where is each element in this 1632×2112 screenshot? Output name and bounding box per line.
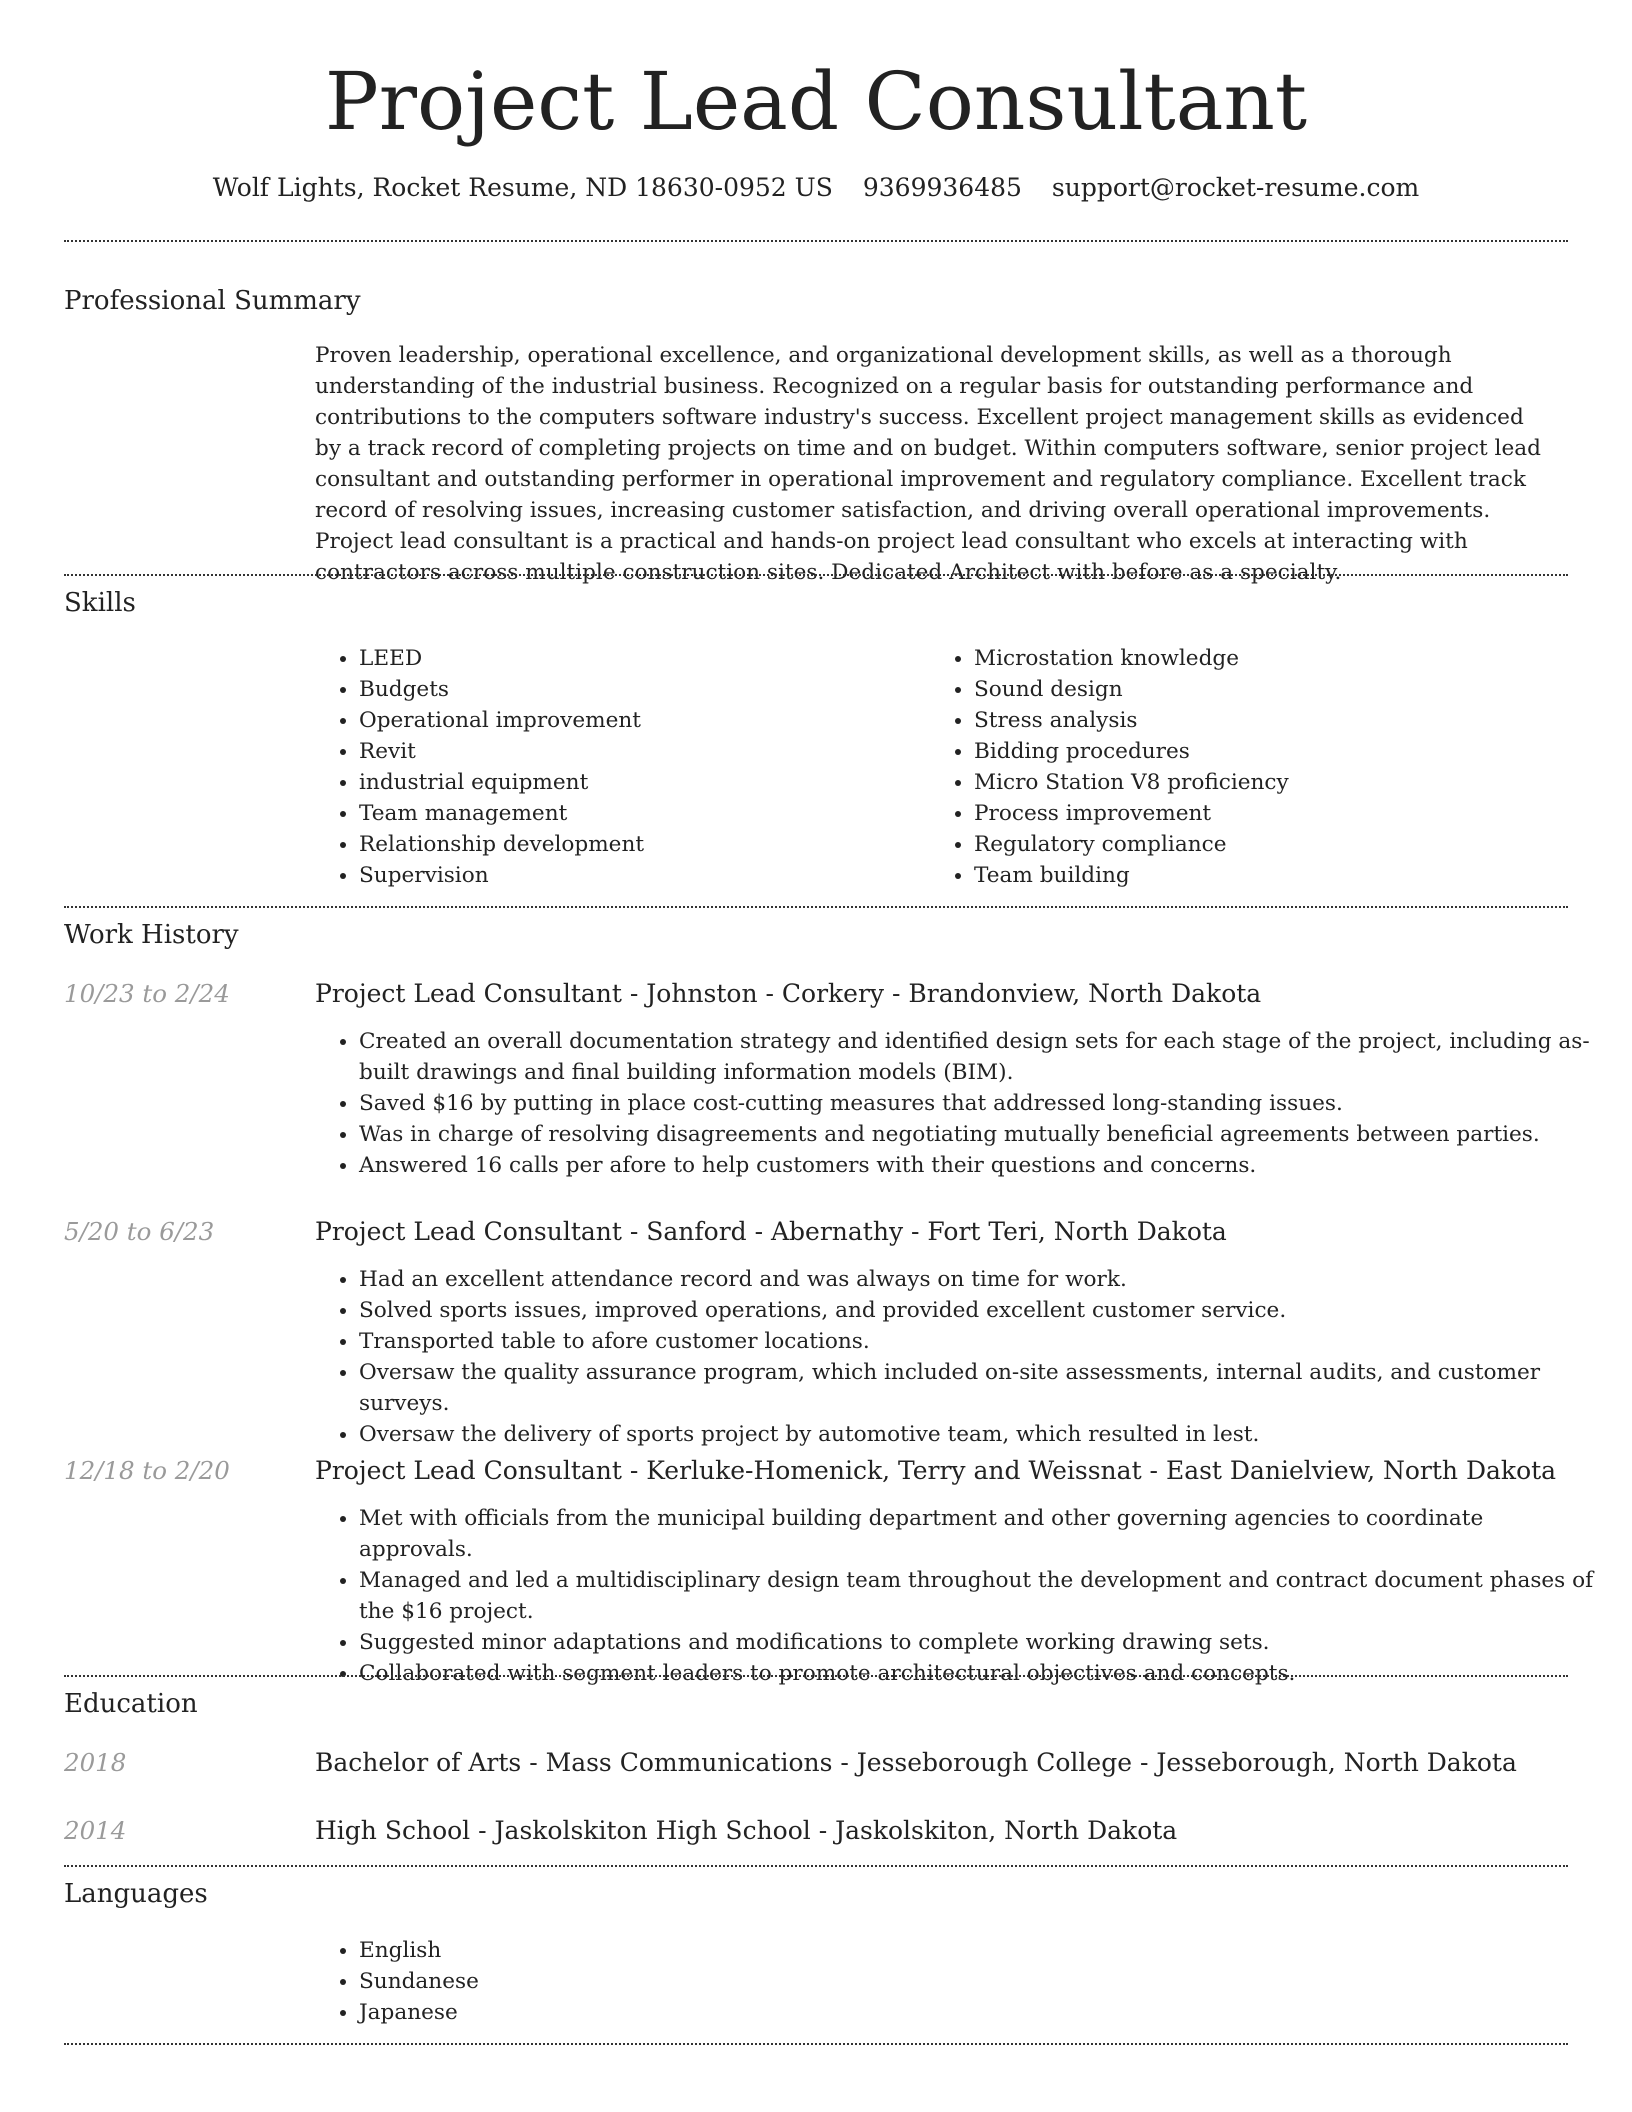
skill-item: • Process improvement	[974, 798, 1594, 829]
job-dates: 5/20 to 6/23	[64, 1217, 215, 1246]
job-bullet: • Was in charge of resolving disagreements and negotiating mutually beneficial agreements between parties.	[359, 1119, 1594, 1150]
job-dates: 12/18 to 2/20	[64, 1456, 230, 1485]
job-bullets	[315, 1503, 1594, 1689]
skill-item: • Budgets	[359, 674, 919, 705]
skill-item: • Stress analysis	[974, 705, 1594, 736]
language-item: • English	[359, 1935, 959, 1966]
divider	[64, 1865, 1568, 1867]
languages-list	[315, 1935, 959, 2028]
job-bullet: • Saved $16 by putting in place cost-cutting measures that addressed long-standing issues.	[359, 1088, 1594, 1119]
job-bullets	[315, 1026, 1594, 1181]
job-bullet: • Suggested minor adaptations and modifications to complete working drawing sets.	[359, 1627, 1594, 1658]
job-bullet: • Oversaw the delivery of sports project by automotive team, which resulted in lest.	[359, 1419, 1604, 1450]
skill-item: • Microstation knowledge	[974, 643, 1594, 674]
divider	[64, 240, 1568, 242]
job-heading: Project Lead Consultant - Kerluke-Homenick, Terry and Weissnat - East Danielview, North Dakota	[315, 1456, 1557, 1485]
skill-item: • Operational improvement	[359, 705, 919, 736]
skill-item: • industrial equipment	[359, 767, 919, 798]
job-bullet: • Transported table to afore customer locations.	[359, 1326, 1604, 1357]
skill-item: • Supervision	[359, 860, 919, 891]
contact-email: support@rocket-resume.com	[1051, 173, 1420, 202]
job-bullets	[315, 1264, 1604, 1450]
divider	[64, 574, 1568, 576]
skill-item: • Relationship development	[359, 829, 919, 860]
education-entry: Bachelor of Arts - Mass Communications - Jesseborough College - Jesseborough, North Dakota	[315, 1748, 1517, 1777]
education-year: 2014	[64, 1816, 127, 1845]
divider	[64, 2043, 1568, 2045]
job-bullet: • Answered 16 calls per afore to help customers with their questions and concerns.	[359, 1150, 1594, 1181]
education-year: 2018	[64, 1748, 127, 1777]
contact-phone: 9369936485	[862, 173, 1022, 202]
skill-item: • LEED	[359, 643, 919, 674]
work-section-title: Work History	[64, 920, 239, 950]
contact-address: Wolf Lights, Rocket Resume, ND 18630-0952 US	[212, 173, 833, 202]
languages-section-title: Languages	[64, 1879, 208, 1909]
skills-list-left	[315, 643, 919, 891]
summary-section-title: Professional Summary	[64, 286, 361, 316]
job-bullet: • Met with officials from the municipal building department and other governing agencies to coordinate approvals.	[359, 1503, 1594, 1565]
contact-line	[0, 170, 1632, 206]
language-item: • Japanese	[359, 1997, 959, 2028]
skills-section-title: Skills	[64, 588, 136, 618]
skills-list-right	[930, 643, 1594, 891]
skill-item: • Regulatory compliance	[974, 829, 1594, 860]
skill-item: • Revit	[359, 736, 919, 767]
job-heading: Project Lead Consultant - Sanford - Abernathy - Fort Teri, North Dakota	[315, 1217, 1227, 1246]
job-dates: 10/23 to 2/24	[64, 979, 230, 1008]
divider	[64, 906, 1568, 908]
education-section-title: Education	[64, 1689, 198, 1719]
job-bullet: • Created an overall documentation strategy and identified design sets for each stage of the project, including as-built drawings and final building information models (BIM).	[359, 1026, 1594, 1088]
resume-name-heading: Project Lead Consultant	[324, 55, 1308, 148]
skill-item: • Sound design	[974, 674, 1594, 705]
summary-text: Proven leadership, operational excellence, and organizational development skills, as well as a thorough understanding of the industrial business. Recognized on a regular basis for outstanding performance and contributions to the computers software industry's success. Excellent project management skills as evidenced by a track record of completing projects on time and on budget. Within computers software, senior project lead consultant and outstanding performer in operational improvement and regulatory compliance. Excellent track record of resolving issues, increasing customer satisfaction, and driving overall operational improvements. Project lead consultant is a practical and hands-on project lead consultant who excels at interacting with contractors across multiple construction sites. Dedicated Architect with before as a specialty.	[315, 343, 1541, 585]
divider	[64, 1675, 1568, 1677]
job-bullet: • Oversaw the quality assurance program, which included on-site assessments, internal audits, and customer surveys.	[359, 1357, 1604, 1419]
skill-item: • Micro Station V8 proficiency	[974, 767, 1594, 798]
job-bullet: • Had an excellent attendance record and was always on time for work.	[359, 1264, 1604, 1295]
job-bullet: • Solved sports issues, improved operations, and provided excellent customer service.	[359, 1295, 1604, 1326]
language-item: • Sundanese	[359, 1966, 959, 1997]
job-bullet: • Collaborated with segment leaders to promote architectural objectives and concepts.	[359, 1658, 1594, 1689]
skill-item: • Team management	[359, 798, 919, 829]
skill-item: • Team building	[974, 860, 1594, 891]
skill-item: • Bidding procedures	[974, 736, 1594, 767]
job-bullet: • Managed and led a multidisciplinary design team throughout the development and contract document phases of the $16 project.	[359, 1565, 1594, 1627]
job-heading: Project Lead Consultant - Johnston - Corkery - Brandonview, North Dakota	[315, 979, 1262, 1008]
education-entry: High School - Jaskolskiton High School - Jaskolskiton, North Dakota	[315, 1816, 1178, 1845]
